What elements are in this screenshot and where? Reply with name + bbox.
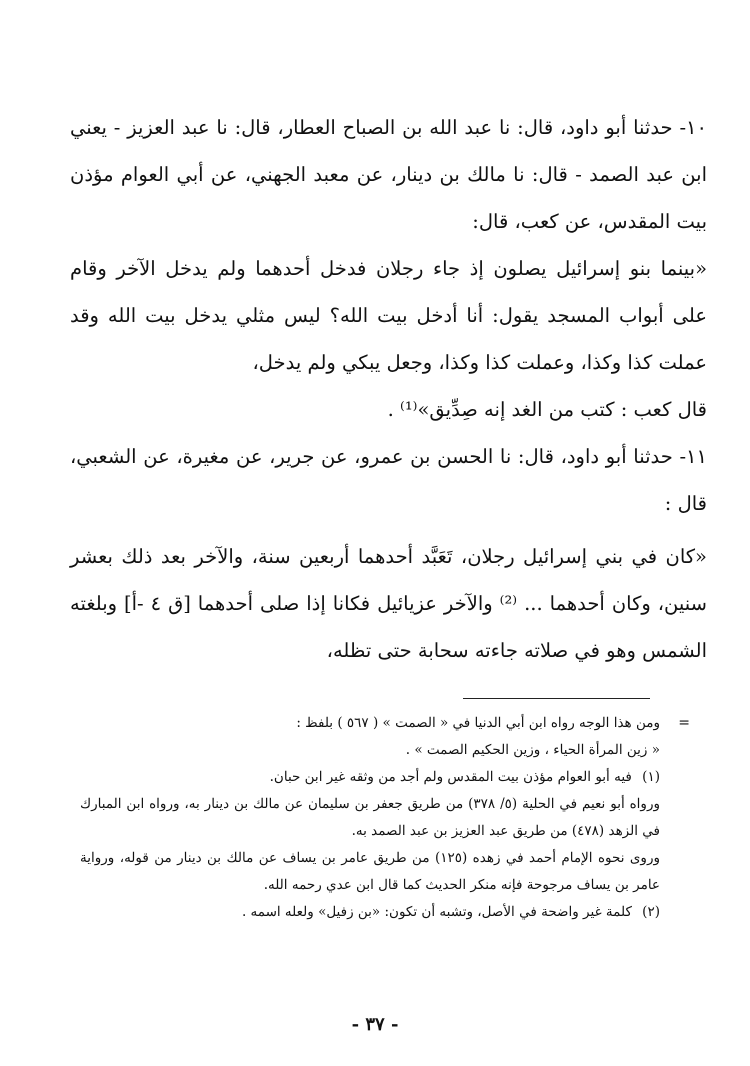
footnote-1-number: (١) bbox=[642, 769, 660, 785]
footnote-2-number: (٢) bbox=[642, 904, 660, 920]
main-text bbox=[70, 104, 707, 674]
page-number: - ٣٧ - bbox=[351, 1014, 399, 1035]
footnote-2-text: كلمة غير واضحة في الأصل، وتشبه أن تكون: «بن زفيل» ولعله اسمه . bbox=[241, 904, 632, 920]
paragraph-10: ١٠- حدثنا أبو داود، قال: نا عبد الله بن الصباح العطار، قال: نا عبد العزيز - يعني ابن عبد الصمد - قال: نا مالك بن دينار، عن معبد الجهني، عن أبي العوام مؤذن بيت المقدس، عن كعب، قال: bbox=[70, 116, 707, 233]
footnote-1-part-2: ورواه أبو نعيم في الحلية (٥/ ٣٧٨) من طريق جعفر بن سليمان عن مالك بن دينار به، ورواه ابن المبارك في الزهد (٤٧٨) من طريق عبد العزيز بن عبد الصمد به. bbox=[80, 796, 660, 839]
footnote-1-text: فيه أبو العوام مؤذن بيت المقدس ولم أجد من وثقه غير ابن حبان. bbox=[269, 769, 632, 785]
paragraph-kab-saying: قال كعب : كتب من الغد إنه صِدِّيق»⁽¹⁾ . bbox=[387, 398, 707, 421]
footnote-1-part-3: وروى نحوه الإمام أحمد في زهده (١٢٥) من طريق عامر بن يساف عن مالك بن دينار من قوله، ورواية عامر بن يساف مرجوحة فإنه منكر الحديث كما قال ابن عدي رحمه الله. bbox=[80, 850, 660, 893]
footnotes bbox=[80, 710, 690, 926]
footnote-continuation bbox=[80, 710, 690, 737]
footnote-1 bbox=[80, 764, 660, 791]
paragraph-quote-1: «بينما بنو إسرائيل يصلون إذ جاء رجلان فدخل أحدهما ولم يدخل الآخر وقام على أبواب المسجد يقول: أنا أدخل بيت الله؟ ليس مثلي يدخل بيت الله وقد عملت كذا وكذا، وعملت كذا وكذا، وجعل يبكي ولم يدخل، bbox=[70, 257, 707, 374]
footnote-separator bbox=[463, 698, 650, 699]
footnote-continuation-line-2: « زين المرأة الحياء ، وزين الحكيم الصمت » . bbox=[405, 742, 660, 758]
footnote-continuation-line-1: ومن هذا الوجه رواه ابن أبي الدنيا في « الصمت » ( ٥٦٧ ) بلفظ : bbox=[296, 715, 660, 731]
paragraph-11: ١١- حدثنا أبو داود، قال: نا الحسن بن عمرو، عن جرير، عن مغيرة، عن الشعبي، قال : bbox=[70, 445, 707, 515]
paragraph-quote-2: «كان في بني إسرائيل رجلان، تَعَبَّد أحدهما أربعين سنة، والآخر بعد ذلك بعشر سنين، وكان أحدهما ... ⁽²⁾ والآخر عزيائيل فكانا إذا صلى أحدهما [ق ٤ -أ] وبلغته الشمس وهو في صلاته جاءته سحابة حتى تظله، bbox=[70, 545, 708, 662]
continuation-mark: = bbox=[678, 715, 690, 731]
footnote-2 bbox=[80, 899, 660, 926]
